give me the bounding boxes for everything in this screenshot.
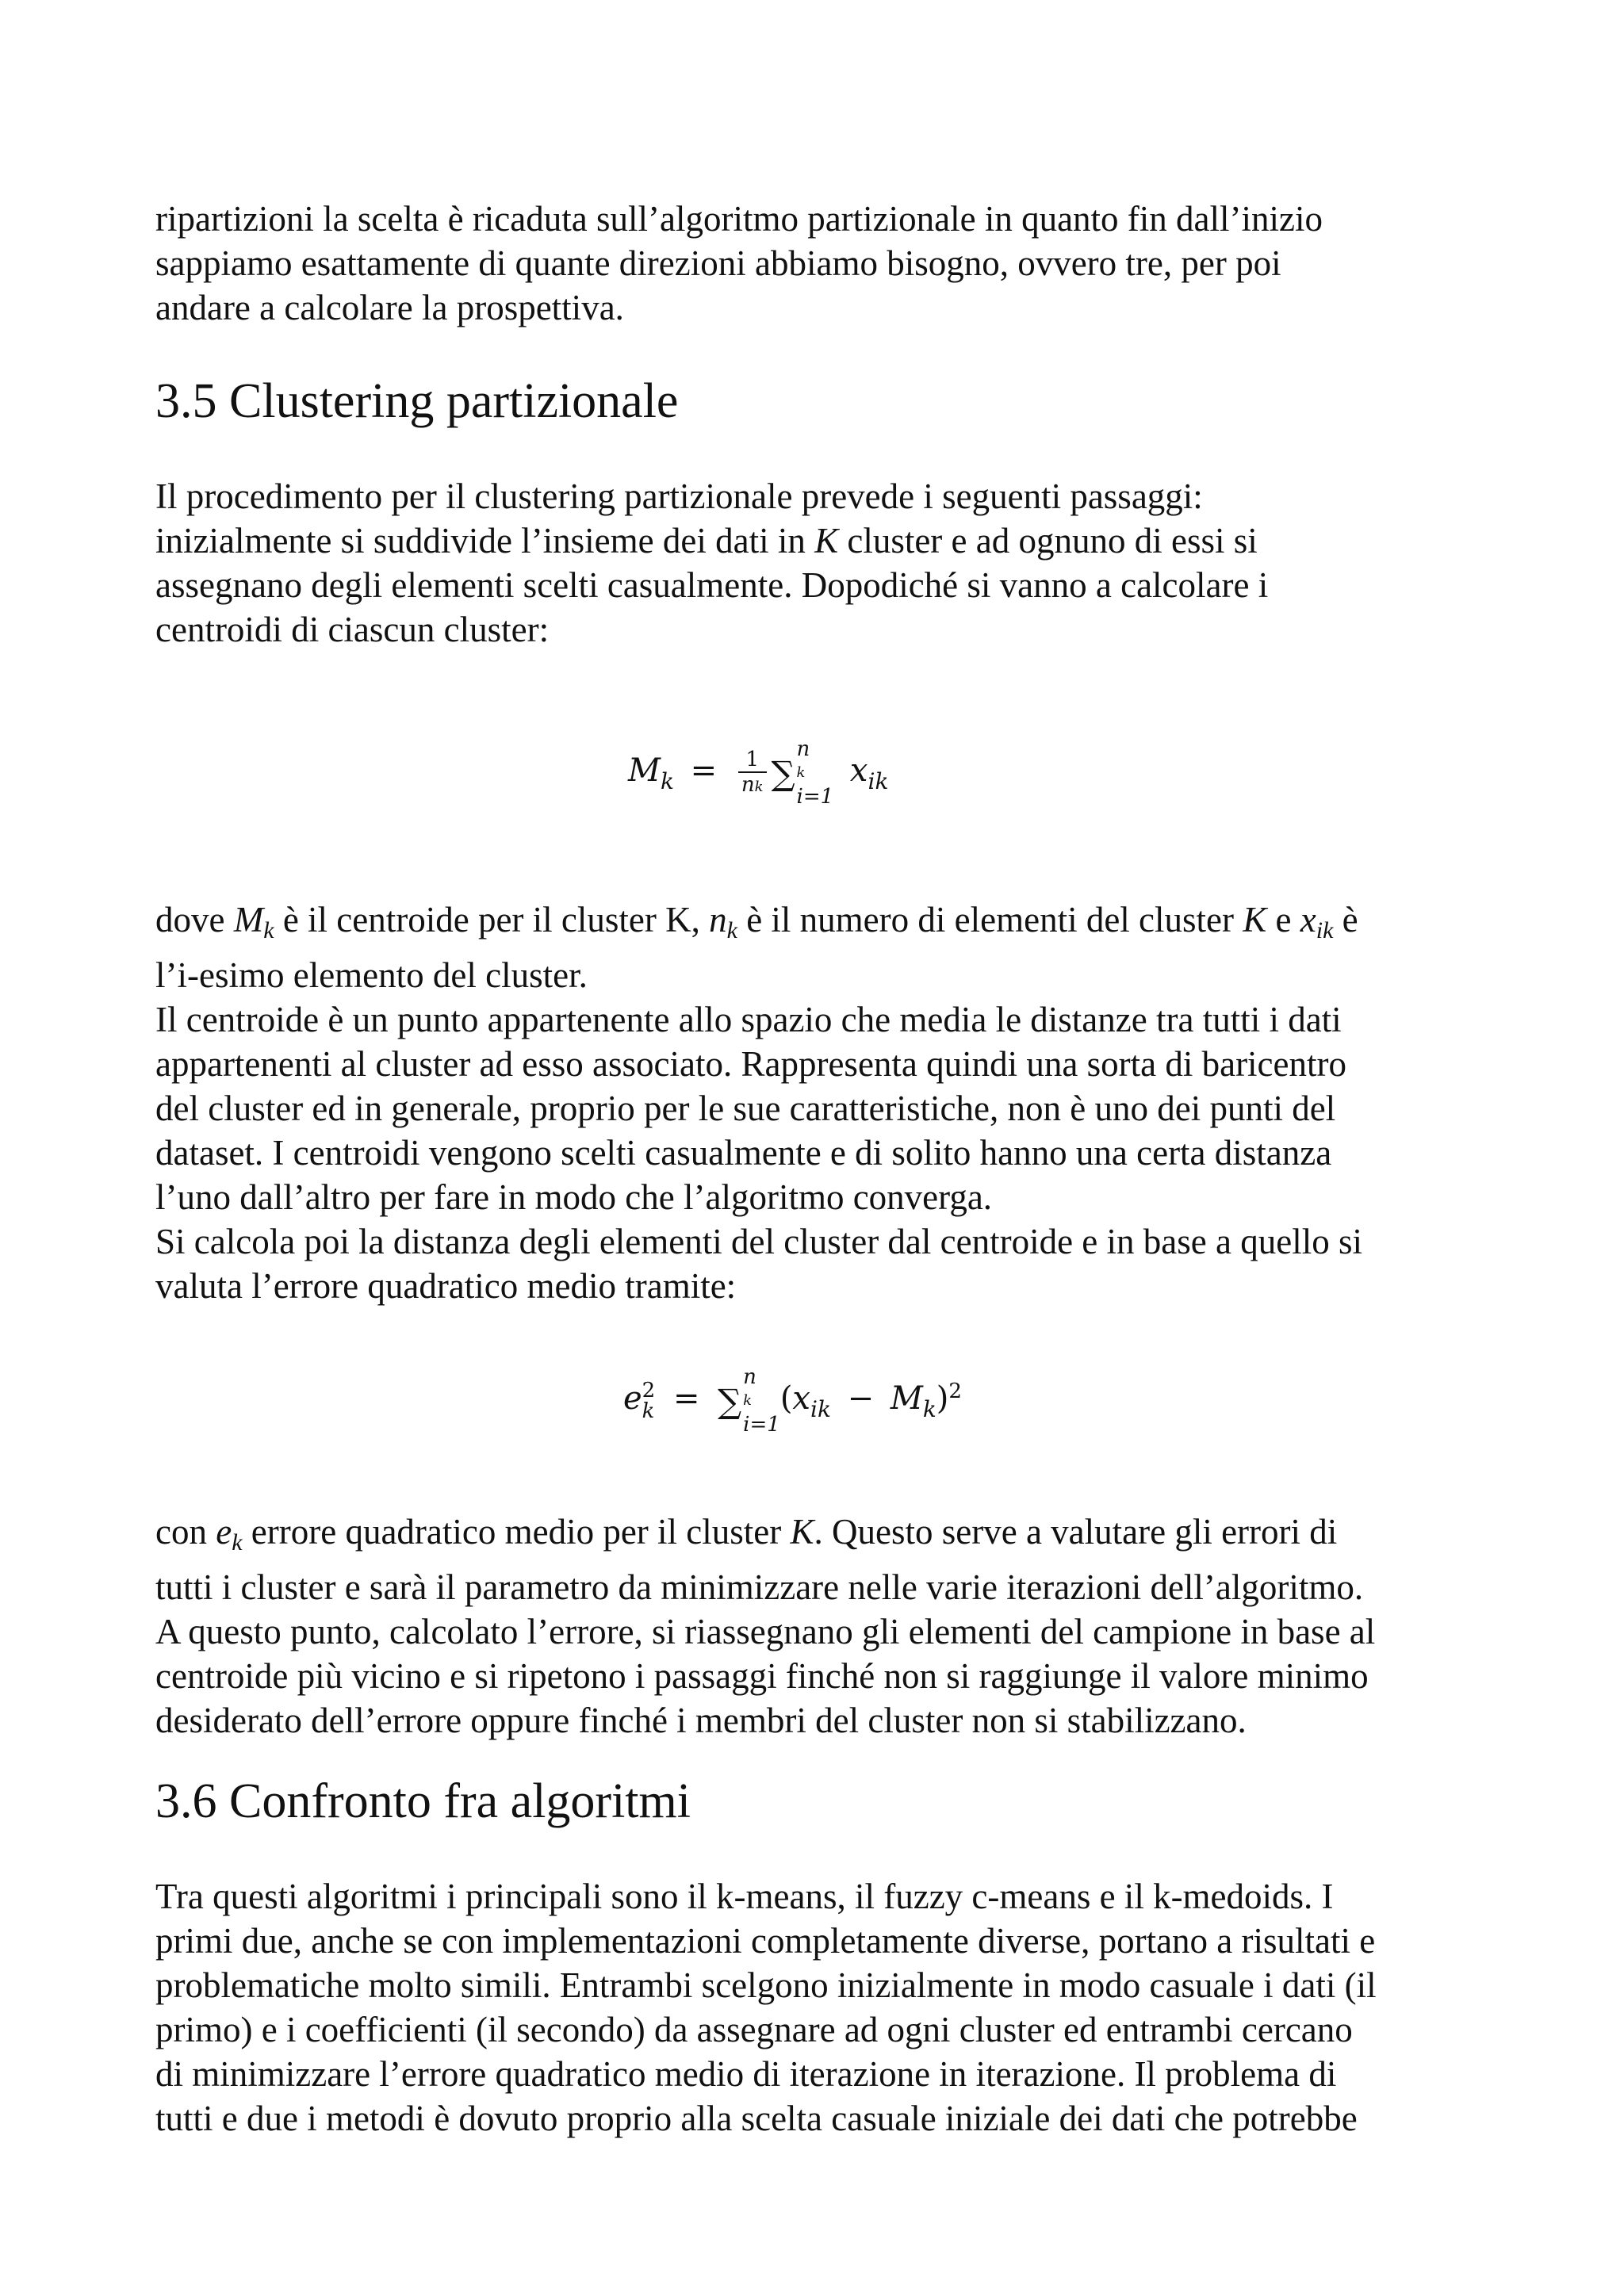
section-3-6-paragraph xyxy=(155,1874,1488,2141)
summation-symbol: ∑ xyxy=(718,1381,742,1421)
section-heading-3-5: 3.5 Clustering partizionale xyxy=(155,374,679,428)
text-line: dove Mk è il centroide per il cluster K, nk è il numero di elementi del cluster K e xik è xyxy=(155,900,1358,943)
intro-paragraph xyxy=(155,197,1488,330)
text-line: Tra questi algoritmi i principali sono il k-means, il fuzzy c-means e il k-medoids. I xyxy=(155,1877,1334,1916)
text-line: valuta l’errore quadratico medio tramite: xyxy=(155,1266,737,1306)
text-line: tutti i cluster e sarà il parametro da minimizzare nelle varie iterazioni dell’algoritmo. xyxy=(155,1567,1364,1607)
text-line: ripartizioni la scelta è ricaduta sull’algoritmo partizionale in quanto fin dall’inizio xyxy=(155,199,1323,239)
text-line: del cluster ed in generale, proprio per le sue caratteristiche, non è uno dei punti del xyxy=(155,1089,1336,1128)
text-line: con ek errore quadratico medio per il cluster K. Questo serve a valutare gli errori di xyxy=(155,1512,1338,1556)
text-line: l’uno dall’altro per fare in modo che l’algoritmo converga. xyxy=(155,1177,993,1217)
text-line: tutti e due i metodi è dovuto proprio alla scelta casuale iniziale dei dati che potrebbe xyxy=(155,2099,1358,2138)
section-3-5-paragraph-3 xyxy=(155,1510,1488,1743)
text-line: appartenenti al cluster ad esso associato. Rappresenta quindi una sorta di baricentro xyxy=(155,1044,1346,1084)
text-line: inizialmente si suddivide l’insieme dei dati in K cluster e ad ognuno di essi si xyxy=(155,521,1258,561)
text-line: Si calcola poi la distanza degli elementi del cluster dal centroide e in base a quello si xyxy=(155,1222,1362,1261)
mse-equation: e 2 k = ∑ n k i=1 $(x_{ik} - M_k)^2$ xyxy=(623,1365,962,1437)
summation-limits: n k i=1 xyxy=(743,1365,780,1437)
summation-limits: n k i=1 xyxy=(796,737,834,809)
section-3-5-paragraph-1 xyxy=(155,474,1488,652)
text-line: problematiche molto simili. Entrambi scelgono inizialmente in modo casuale i dati (il xyxy=(155,1965,1377,2005)
text-line: sappiamo esattamente di quante direzioni abbiamo bisogno, ovvero tre, per poi xyxy=(155,243,1281,283)
text-line: primi due, anche se con implementazioni completamente diverse, portano a risultati e xyxy=(155,1921,1376,1961)
section-heading-3-6: 3.6 Confronto fra algoritmi xyxy=(155,1774,691,1828)
text-line: di minimizzare l’errore quadratico medio di iterazione in iterazione. Il problema di xyxy=(155,2054,1337,2094)
text-line: primo) e i coefficienti (il secondo) da assegnare ad ogni cluster ed entrambi cercano xyxy=(155,2010,1353,2049)
text-line: centroidi di ciascun cluster: xyxy=(155,610,550,649)
text-line: assegnano degli elementi scelti casualmente. Dopodiché si vanno a calcolare i xyxy=(155,565,1269,605)
text-line: desiderato dell’errore oppure finché i membri del cluster non si stabilizzano. xyxy=(155,1701,1247,1740)
text-line: andare a calcolare la prospettiva. xyxy=(155,288,624,327)
centroid-equation: $M_k$ = $\frac{1}{nk}$ ∑ n k i=1 $x_{ik}$ xyxy=(628,737,889,809)
text-line: l’i-esimo elemento del cluster. xyxy=(155,955,588,995)
text-line: Il centroide è un punto appartenente allo spazio che media le distanze tra tutti i dati xyxy=(155,1000,1342,1039)
fraction: $\frac{1}{nk}$ xyxy=(738,748,767,799)
variable-k: K xyxy=(814,521,839,561)
summation-symbol: ∑ xyxy=(771,753,795,793)
section-3-5-paragraph-2 xyxy=(155,897,1488,1308)
text-line: Il procedimento per il clustering partizionale prevede i seguenti passaggi: xyxy=(155,476,1203,516)
text-line: centroide più vicino e si ripetono i passaggi finché non si raggiunge il valore minimo xyxy=(155,1656,1369,1696)
text-line: A questo punto, calcolato l’errore, si riassegnano gli elementi del campione in base al xyxy=(155,1612,1376,1651)
text-line: dataset. I centroidi vengono scelti casualmente e di solito hanno una certa distanza xyxy=(155,1133,1332,1173)
